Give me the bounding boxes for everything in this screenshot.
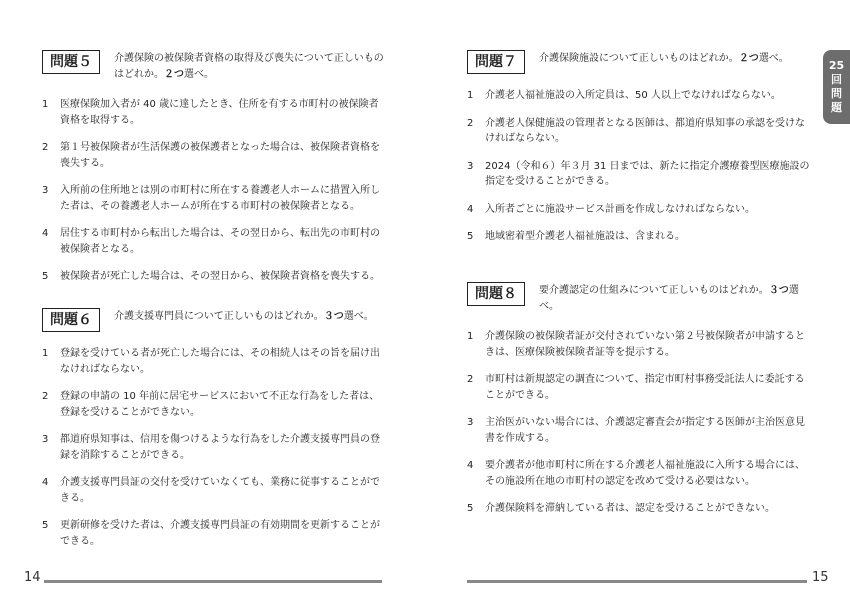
option [467, 372, 812, 403]
question-stem [114, 50, 384, 83]
option-text: 被保険者が死亡した場合は、その翌日から、被保険者資格を喪失する。 [60, 271, 380, 282]
option-text: 第１号被保険者が生活保護の被保護者となった場合は、被保険者資格を喪失する。 [60, 142, 380, 169]
option-text: 介護老人福祉施設の入所定員は、50 人以上でなければならない。 [485, 90, 781, 101]
option [467, 329, 812, 360]
option-text: 介護保険の被保険者証が交付されていない第２号被保険者が申請するときは、医療保険被保険者証等を提示する。 [485, 331, 805, 358]
question-count: ３つ [768, 285, 789, 296]
tab-char: 問 [831, 87, 842, 100]
option-number: 3 [42, 185, 49, 196]
option [467, 88, 812, 104]
question-stem [114, 308, 374, 325]
question-number-box: 問題８ [467, 282, 525, 306]
question-6 [42, 308, 384, 561]
option-number: 2 [42, 142, 49, 153]
option-text: 登録を受けている者が死亡した場合には、その相続人はその旨を届け出なければならない。 [60, 348, 380, 375]
option-text: 入所前の住所地とは別の市町村に所在する養護老人ホームに措置入所した者は、その養護老人ホームが所在する市町村の被保険者となる。 [60, 185, 380, 212]
question-7 [467, 50, 812, 257]
option-number: 2 [467, 374, 474, 385]
question-instruction: 選べ。 [758, 53, 789, 64]
question-number-box: 問題６ [42, 308, 100, 332]
question-8 [467, 282, 812, 529]
option [467, 202, 812, 218]
option [467, 229, 812, 245]
option-number: 2 [467, 117, 474, 129]
footer-rule [467, 580, 807, 583]
question-header [467, 50, 812, 74]
option [42, 269, 384, 285]
option-text: 要介護者が他市町村に所在する介護老人福祉施設に入所する場合には、その施設所在地の市町村の認定を改めて受ける必要はない。 [485, 460, 805, 487]
option [42, 518, 384, 549]
option-text: 介護老人保健施設の管理者となる医師は、都道府県知事の承認を受けなければならない。 [485, 117, 805, 144]
option-number: 5 [42, 520, 49, 531]
option [42, 97, 384, 128]
question-instruction: 選べ。 [184, 69, 214, 80]
option-text: 登録の申請の 10 年前に居宅サービスにおいて不正な行為をした者は、登録を受けることができない。 [60, 391, 380, 418]
question-stem-text: 介護保険施設について正しいものはどれか。 [539, 53, 739, 64]
option-number: 1 [42, 99, 49, 110]
option-number: 3 [467, 417, 474, 428]
option [42, 226, 384, 257]
option [467, 116, 812, 147]
question-count: ３つ [323, 311, 344, 322]
question-5 [42, 50, 384, 297]
option-list [42, 346, 384, 549]
tab-char: 25 [828, 59, 845, 72]
question-count: ２つ [164, 69, 184, 80]
option-number: 4 [42, 228, 49, 239]
option-number: 4 [467, 460, 474, 471]
option-text: 居住する市町村から転出した場合は、その翌日から、転出先の市町村の被保険者となる。 [60, 228, 380, 255]
option [42, 346, 384, 377]
question-stem-text: 介護保険の被保険者資格の取得及び喪失について正しいものはどれか。 [114, 53, 384, 80]
option-number: 1 [42, 348, 49, 359]
option-list [467, 329, 812, 517]
page-number: 15 [812, 570, 829, 585]
option-number: 5 [42, 271, 49, 282]
option-number: 1 [467, 331, 474, 342]
option-text: 医療保険加入者が 40 歳に達したとき、住所を有する市町村の被保険者資格を取得する。 [60, 99, 379, 126]
option [42, 475, 384, 506]
question-count: ２つ [738, 53, 759, 64]
option-text: 主治医がいない場合には、介護認定審査会が指定する医師が主治医意見書を作成する。 [485, 417, 805, 444]
option-number: 5 [467, 231, 474, 242]
option [42, 140, 384, 171]
option-list [467, 88, 812, 245]
right-page [425, 0, 850, 602]
question-stem [539, 282, 812, 315]
option [467, 159, 812, 190]
option-number: 3 [42, 434, 49, 445]
question-number-box: 問題７ [467, 50, 525, 74]
question-header [467, 282, 812, 315]
option [467, 458, 812, 489]
exam-round-tab [823, 50, 850, 124]
option-list [42, 97, 384, 285]
tab-char: 回 [831, 73, 842, 86]
question-stem-text: 介護支援専門員について正しいものはどれか。 [114, 311, 324, 322]
option-number: 5 [467, 503, 474, 514]
option-text: 市町村は新規認定の調査について、指定市町村事務受託法人に委託することができる。 [485, 374, 805, 401]
tab-char: 題 [831, 101, 842, 114]
option [42, 183, 384, 214]
question-stem-text: 要介護認定の仕組みについて正しいものはどれか。 [539, 285, 769, 296]
footer-rule [44, 580, 382, 583]
question-header [42, 50, 384, 83]
question-header [42, 308, 384, 332]
option-text: 介護支援専門員証の交付を受けていなくても、業務に従事することができる。 [60, 477, 380, 504]
option-text: 介護保険料を滞納している者は、認定を受けることができない。 [485, 503, 775, 514]
page-number: 14 [24, 570, 41, 585]
option-text: 更新研修を受けた者は、介護支援専門員証の有効期間を更新することができる。 [60, 520, 380, 547]
option-text: 都道府県知事は、信用を傷つけるような行為をした介護支援専門員の登録を消除することができる。 [60, 434, 380, 461]
option-number: 3 [467, 160, 474, 172]
question-number-box: 問題５ [42, 50, 100, 74]
option [467, 415, 812, 446]
option-text: 2024（令和６）年３月 31 日までは、新たに指定介護療養型医療施設の指定を受けることができる。 [485, 160, 810, 187]
option-number: 1 [467, 90, 474, 101]
option [42, 389, 384, 420]
option-number: 4 [467, 203, 474, 215]
option-number: 4 [42, 477, 49, 488]
question-instruction: 選べ。 [539, 285, 799, 312]
option [42, 432, 384, 463]
option-text: 入所者ごとに施設サービス計画を作成しなければならない。 [485, 203, 755, 215]
option-text: 地域密着型介護老人福祉施設は、含まれる。 [485, 231, 685, 242]
question-instruction: 選べ。 [343, 311, 374, 322]
option [467, 501, 812, 517]
question-stem [539, 50, 789, 67]
option-number: 2 [42, 391, 49, 402]
